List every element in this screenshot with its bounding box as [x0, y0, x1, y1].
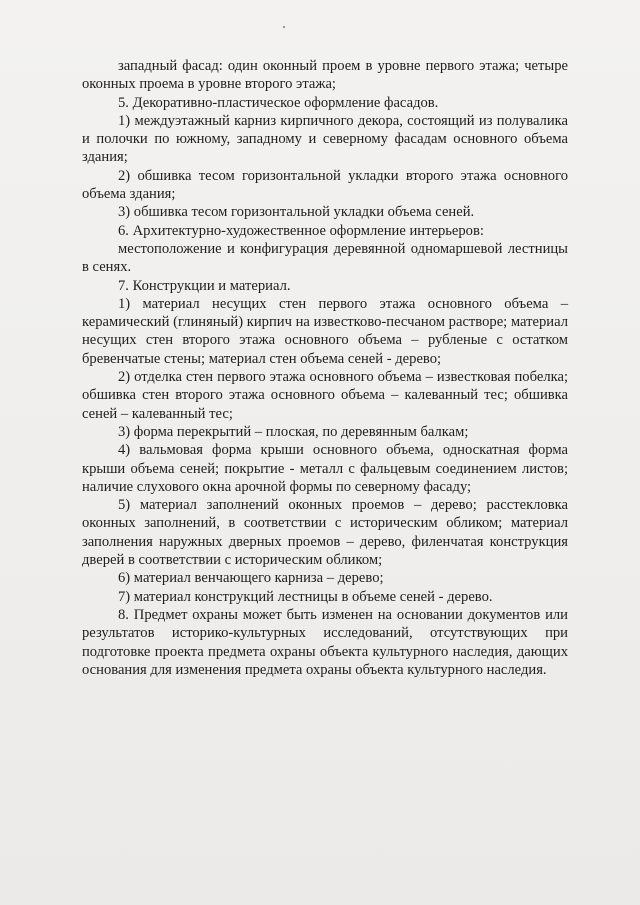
paragraph-6-staircase: местоположение и конфигурация деревянной одномаршевой лестницы в сенях. [82, 240, 568, 276]
paragraph-west-facade: западный фасад: один оконный проем в уровне первого этажа; четыре оконных проема в уровне второго этажа; [82, 58, 568, 93]
paragraph-7-7-stairs: 7) материал конструкций лестницы в объеме сеней - дерево. [118, 588, 493, 605]
paragraph-7-6-cornice: 6) материал венчающего карниза – дерево; [118, 570, 384, 587]
paragraph-item-8: 8. Предмет охраны может быть изменен на основании документов или результатов историко-культурных исследований, отсутствующих при подготовке проекта предмета охраны объекта культурного наследия, дающих основания для изменения предмета охраны объекта культурного наследия. [82, 606, 568, 678]
paragraph-7-5-openings: 5) материал заполнений оконных проемов – дерево; расстекловка оконных заполнений, в соответствии с историческим обликом; материал заполнения наружных дверных проемов – дерево, филенчатая конструкция дверей в соответствии с историческим обликом; [82, 497, 568, 569]
scan-speck [283, 26, 285, 28]
document-body [82, 57, 568, 679]
paragraph-5-3-cladding-porch: 3) обшивка тесом горизонтальной укладки объема сеней. [118, 204, 475, 221]
paragraph-7-4-roof: 4) вальмовая форма крыши основного объема, односкатная форма крыши объема сеней; покрытие - металл с фальцевым соединением листов; наличие слухового окна арочной формы по северному фасаду; [82, 442, 568, 495]
paragraph-item-7-heading: 7. Конструкции и материал. [118, 277, 291, 294]
paragraph-7-1-walls: 1) материал несущих стен первого этажа основного объема – керамический (глиняный) кирпич на известково-песчаном растворе; материал несущих стен второго этажа основного объема – рубленые с остатком бревенчатые стены; материал стен объема сеней - дерево; [82, 295, 568, 367]
paragraph-7-2-finish: 2) отделка стен первого этажа основного объема – известковая побелка; обшивка стен второго этажа основного объема – калеванный тес; обшивка сеней – калеванный тес; [82, 369, 568, 422]
paragraph-7-3-floors: 3) форма перекрытий – плоская, по деревянным балкам; [118, 423, 469, 440]
paragraph-5-1-cornice: 1) междуэтажный карниз кирпичного декора, состоящий из полувалика и полочки по южному, западному и северному фасадам основного объема здания; [82, 112, 568, 166]
paragraph-item-6-heading: 6. Архитектурно-художественное оформление интерьеров: [118, 222, 484, 239]
paragraph-item-5-heading: 5. Декоративно-пластическое оформление фасадов. [118, 94, 439, 111]
paragraph-5-2-cladding: 2) обшивка тесом горизонтальной укладки второго этажа основного объема здания; [82, 167, 568, 203]
